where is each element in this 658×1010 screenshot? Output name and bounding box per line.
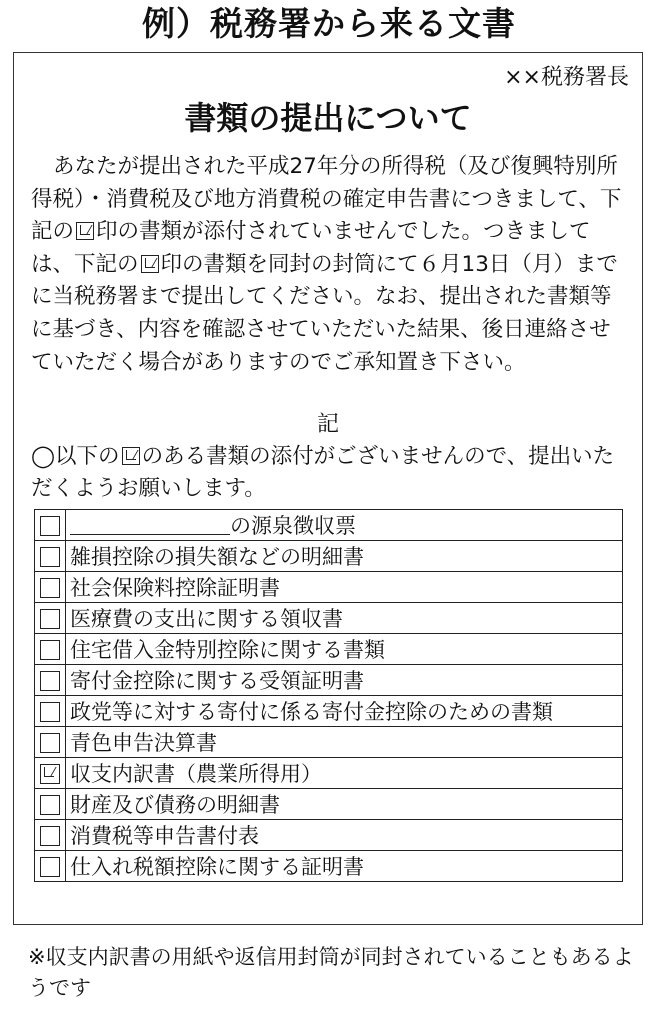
checklist-row: [35, 696, 623, 727]
checkbox-cell: [35, 789, 66, 820]
item-text: 医療費の支出に関する領収書: [70, 607, 343, 631]
body-text-3: 印の書類を同封の封筒にて６月13日（月）までに当税務署まで提出してください。なお、提出された書類等に基づき、内容を確認させていただいた結果、後日連絡させていただく場合がありますのでご承知置き下さい。: [31, 251, 618, 375]
checkbox-cell: [35, 727, 66, 758]
checklist-item-label: [66, 665, 623, 696]
checkbox-empty-icon: [40, 516, 60, 536]
item-text: 政党等に対する寄付に係る寄付金控除のための書類: [70, 700, 553, 724]
sender-line: ××税務署長: [504, 65, 629, 90]
checklist-item-label: [66, 603, 623, 634]
checkbox-cell: [35, 820, 66, 851]
checklist-item-label: [66, 696, 623, 727]
checklist-item-label: [66, 789, 623, 820]
checkbox-cell: [35, 634, 66, 665]
checkbox-empty-icon: [40, 702, 60, 722]
checkbox-cell: [35, 541, 66, 572]
checkbox-empty-icon: [40, 857, 60, 877]
item-text: 青色申告決算書: [70, 731, 217, 755]
item-text: 雑損控除の損失額などの明細書: [70, 545, 364, 569]
checklist-row: [35, 541, 623, 572]
checkbox-cell: [35, 572, 66, 603]
checkbox-empty-icon: [40, 671, 60, 691]
letter-body: [31, 151, 631, 379]
checklist-item-label: [66, 851, 623, 882]
checklist-row: [35, 727, 623, 758]
checklist-item-label: [66, 541, 623, 572]
checkbox-cell: [35, 696, 66, 727]
checklist-row: [35, 510, 623, 541]
request-note: [31, 441, 631, 505]
checklist-row: [35, 820, 623, 851]
item-text: 収支内訳書（農業所得用）: [70, 762, 322, 786]
checkbox-empty-icon: [40, 609, 60, 629]
checkbox-checked-icon: [40, 764, 60, 784]
checkbox-cell: [35, 758, 66, 789]
checklist-row: [35, 851, 623, 882]
documents-checklist: [34, 509, 623, 882]
checklist-item-label: [66, 510, 623, 541]
checklist-row: [35, 758, 623, 789]
checkbox-cell: [35, 665, 66, 696]
ki-heading: 記: [316, 412, 339, 437]
checkbox-cell: [35, 510, 66, 541]
item-text: 消費税等申告書付表: [70, 824, 259, 848]
item-text: 仕入れ税額控除に関する証明書: [70, 855, 364, 879]
checkbox-empty-icon: [40, 547, 60, 567]
checklist-row: [35, 603, 623, 634]
checklist-row: [35, 634, 623, 665]
checkbox-cell: [35, 603, 66, 634]
note-text-2: のある書類の添付がございませんので、提出いただくようお願いします。: [31, 444, 615, 501]
check-mark-icon: [122, 447, 140, 465]
item-text: 財産及び債務の明細書: [70, 793, 280, 817]
note-text-1: ◯以下の: [31, 444, 120, 469]
item-text: の源泉徴収票: [230, 514, 356, 538]
check-mark-icon: [141, 255, 159, 273]
checklist-item-label: [66, 572, 623, 603]
body-text-2: 印の書類が添付されていませんでした。つきましては、下記の: [31, 219, 591, 277]
page-heading: 例）税務署から来る文書: [142, 4, 516, 43]
checklist-item-label: [66, 758, 623, 789]
checkbox-cell: [35, 851, 66, 882]
checkbox-empty-icon: [40, 578, 60, 598]
checklist-item-label: [66, 727, 623, 758]
blank-fill-line: [70, 512, 230, 535]
item-text: 社会保険料控除証明書: [70, 576, 280, 600]
checklist-row: [35, 665, 623, 696]
footnote: ※収支内訳書の用紙や返信用封筒が同封されていることもあるようです: [28, 945, 634, 1000]
item-text: 住宅借入金特別控除に関する書類: [70, 638, 385, 662]
document-title: 書類の提出について: [184, 99, 472, 137]
tax-office-letter: [13, 52, 643, 925]
checkbox-empty-icon: [40, 640, 60, 660]
checkbox-empty-icon: [40, 733, 60, 753]
body-text-1: あなたが提出された平成27年分の所得税（及び復興特別所得税）・消費税及び地方消費税の確定申告書につきまして、下記の: [31, 154, 622, 245]
checklist-row: [35, 789, 623, 820]
checklist-item-label: [66, 634, 623, 665]
item-text: 寄付金控除に関する受領証明書: [70, 669, 364, 693]
check-mark-icon: [76, 222, 94, 240]
checklist-row: [35, 572, 623, 603]
checkbox-empty-icon: [40, 826, 60, 846]
checklist-item-label: [66, 820, 623, 851]
checkbox-empty-icon: [40, 795, 60, 815]
